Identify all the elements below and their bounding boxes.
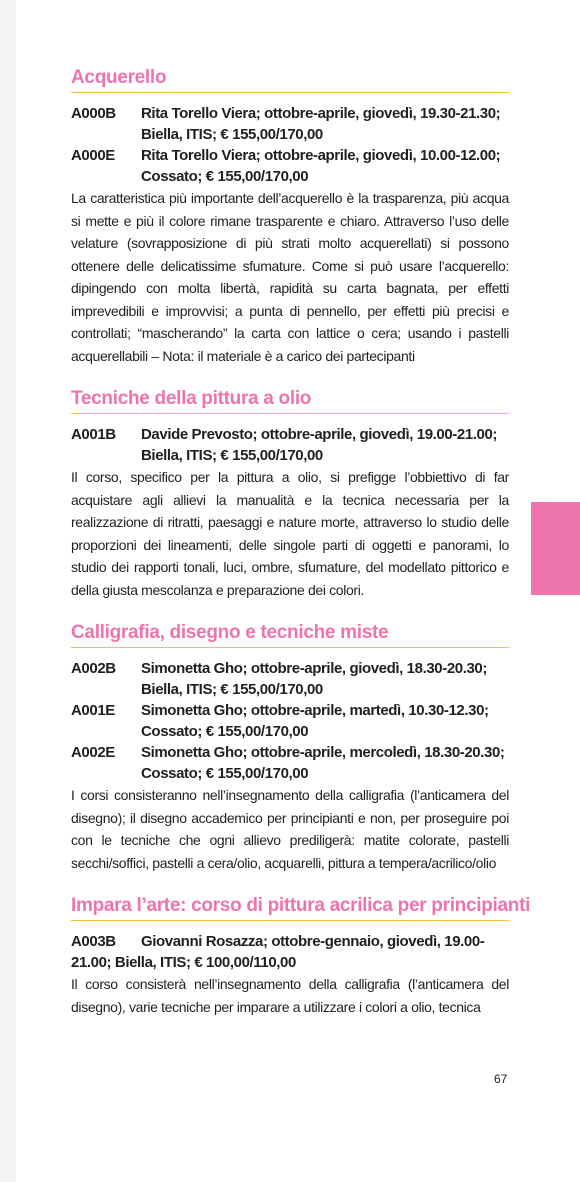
course-code: A003B bbox=[71, 933, 116, 950]
course-info: Giovanni Rosazza; ottobre-gennaio, giovedì, 19.00-21.00; Biella, ITIS; € 100,00/110,00 bbox=[71, 933, 485, 971]
page-content bbox=[71, 66, 531, 1038]
course-entry bbox=[71, 103, 509, 145]
course-info: Simonetta Gho; ottobre-aprile, giovedì, 18.30-20.30; Biella, ITIS; € 155,00/170,00 bbox=[141, 660, 487, 698]
course-info: Davide Prevosto; ottobre-aprile, giovedì, 19.00-21.00; Biella, ITIS; € 155,00/170,00 bbox=[141, 426, 498, 464]
section-description: I corsi consisteranno nell’insegnamento della calligrafia (l’anticamera del disegno); il disegno accademico per principianti e non, per proseguire poi con le tecniche che ogni allievo prediligerà: matite colorate, pastelli secchi/soffici, pastelli a cera/olio, acquarelli, pittura a tempera/acrilico/olio bbox=[71, 787, 509, 871]
page-number: 67 bbox=[494, 1072, 508, 1086]
course-code: A000E bbox=[71, 147, 115, 164]
course-entry bbox=[71, 658, 509, 700]
course-info: Simonetta Gho; ottobre-aprile, martedì, 10.30-12.30; Cossato; € 155,00/170,00 bbox=[141, 702, 489, 740]
section-description: Il corso, specifico per la pittura a olio, si prefigge l’obbiettivo di far acquistare agli allievi la manualità e la tecnica necessaria per la realizzazione di ritratti, paesaggi e nature morte, attraverso lo studio delle proporzioni dei lineamenti, delle singole parti di oggetti e panorami, lo studio dei rapporti tonali, luci, ombre, sfumature, del modellato pittorico e della giusta mescolanza e preparazione dei colori. bbox=[71, 469, 509, 598]
course-code: A001B bbox=[71, 426, 116, 443]
course-entry bbox=[71, 931, 509, 973]
course-code: A002E bbox=[71, 744, 115, 761]
course-code: A002B bbox=[71, 660, 116, 677]
section-title: Impara l’arte: corso di pittura acrilica per principianti bbox=[71, 894, 509, 921]
page-edge bbox=[0, 0, 16, 1182]
course-entry bbox=[71, 700, 509, 742]
course-entry bbox=[71, 424, 509, 466]
course-code: A001E bbox=[71, 702, 115, 719]
course-info: Rita Torello Viera; ottobre-aprile, giovedì, 10.00-12.00; Cossato; € 155,00/170,00 bbox=[141, 147, 501, 185]
section-title: Tecniche della pittura a olio bbox=[71, 387, 509, 414]
course-entry bbox=[71, 145, 509, 187]
course-info: Simonetta Gho; ottobre-aprile, mercoledì, 18.30-20.30; Cossato; € 155,00/170,00 bbox=[141, 744, 505, 782]
course-info: Rita Torello Viera; ottobre-aprile, giovedì, 19.30-21.30; Biella, ITIS; € 155,00/170,00 bbox=[141, 105, 501, 143]
section-side-tab bbox=[531, 502, 580, 595]
section-description: La caratteristica più importante dell’acquerello è la trasparenza, più acqua si mette e più il colore rimane trasparente e chiaro. Attraverso l’uso delle velature (sovrapposizione di più strati molto acquerellati) si possono ottenere delle delicatissime sfumature. Come si può usare l’acquerello: dipingendo con molta libertà, rapidità su carta bagnata, per effetti imprevedibili e improvvisi; a punta di pennello, per effetti più precisi e controllati; “mascherando” la carta con lattice o cera; usando i pastelli acquerellabili – Nota: il materiale è a carico dei partecipanti bbox=[71, 190, 509, 364]
section-pittura-olio bbox=[71, 387, 509, 601]
section-description: Il corso consisterà nell’insegnamento della calligrafia (l’anticamera del disegno), varie tecniche per imparare a utilizzare i colori a olio, tecnica bbox=[71, 976, 509, 1015]
course-code: A000B bbox=[71, 105, 116, 122]
section-calligrafia bbox=[71, 621, 509, 874]
section-title: Acquerello bbox=[71, 66, 509, 93]
section-title: Calligrafia, disegno e tecniche miste bbox=[71, 621, 509, 648]
section-acquerello bbox=[71, 66, 509, 367]
course-entry bbox=[71, 742, 509, 784]
section-pittura-acrilica bbox=[71, 894, 531, 1018]
